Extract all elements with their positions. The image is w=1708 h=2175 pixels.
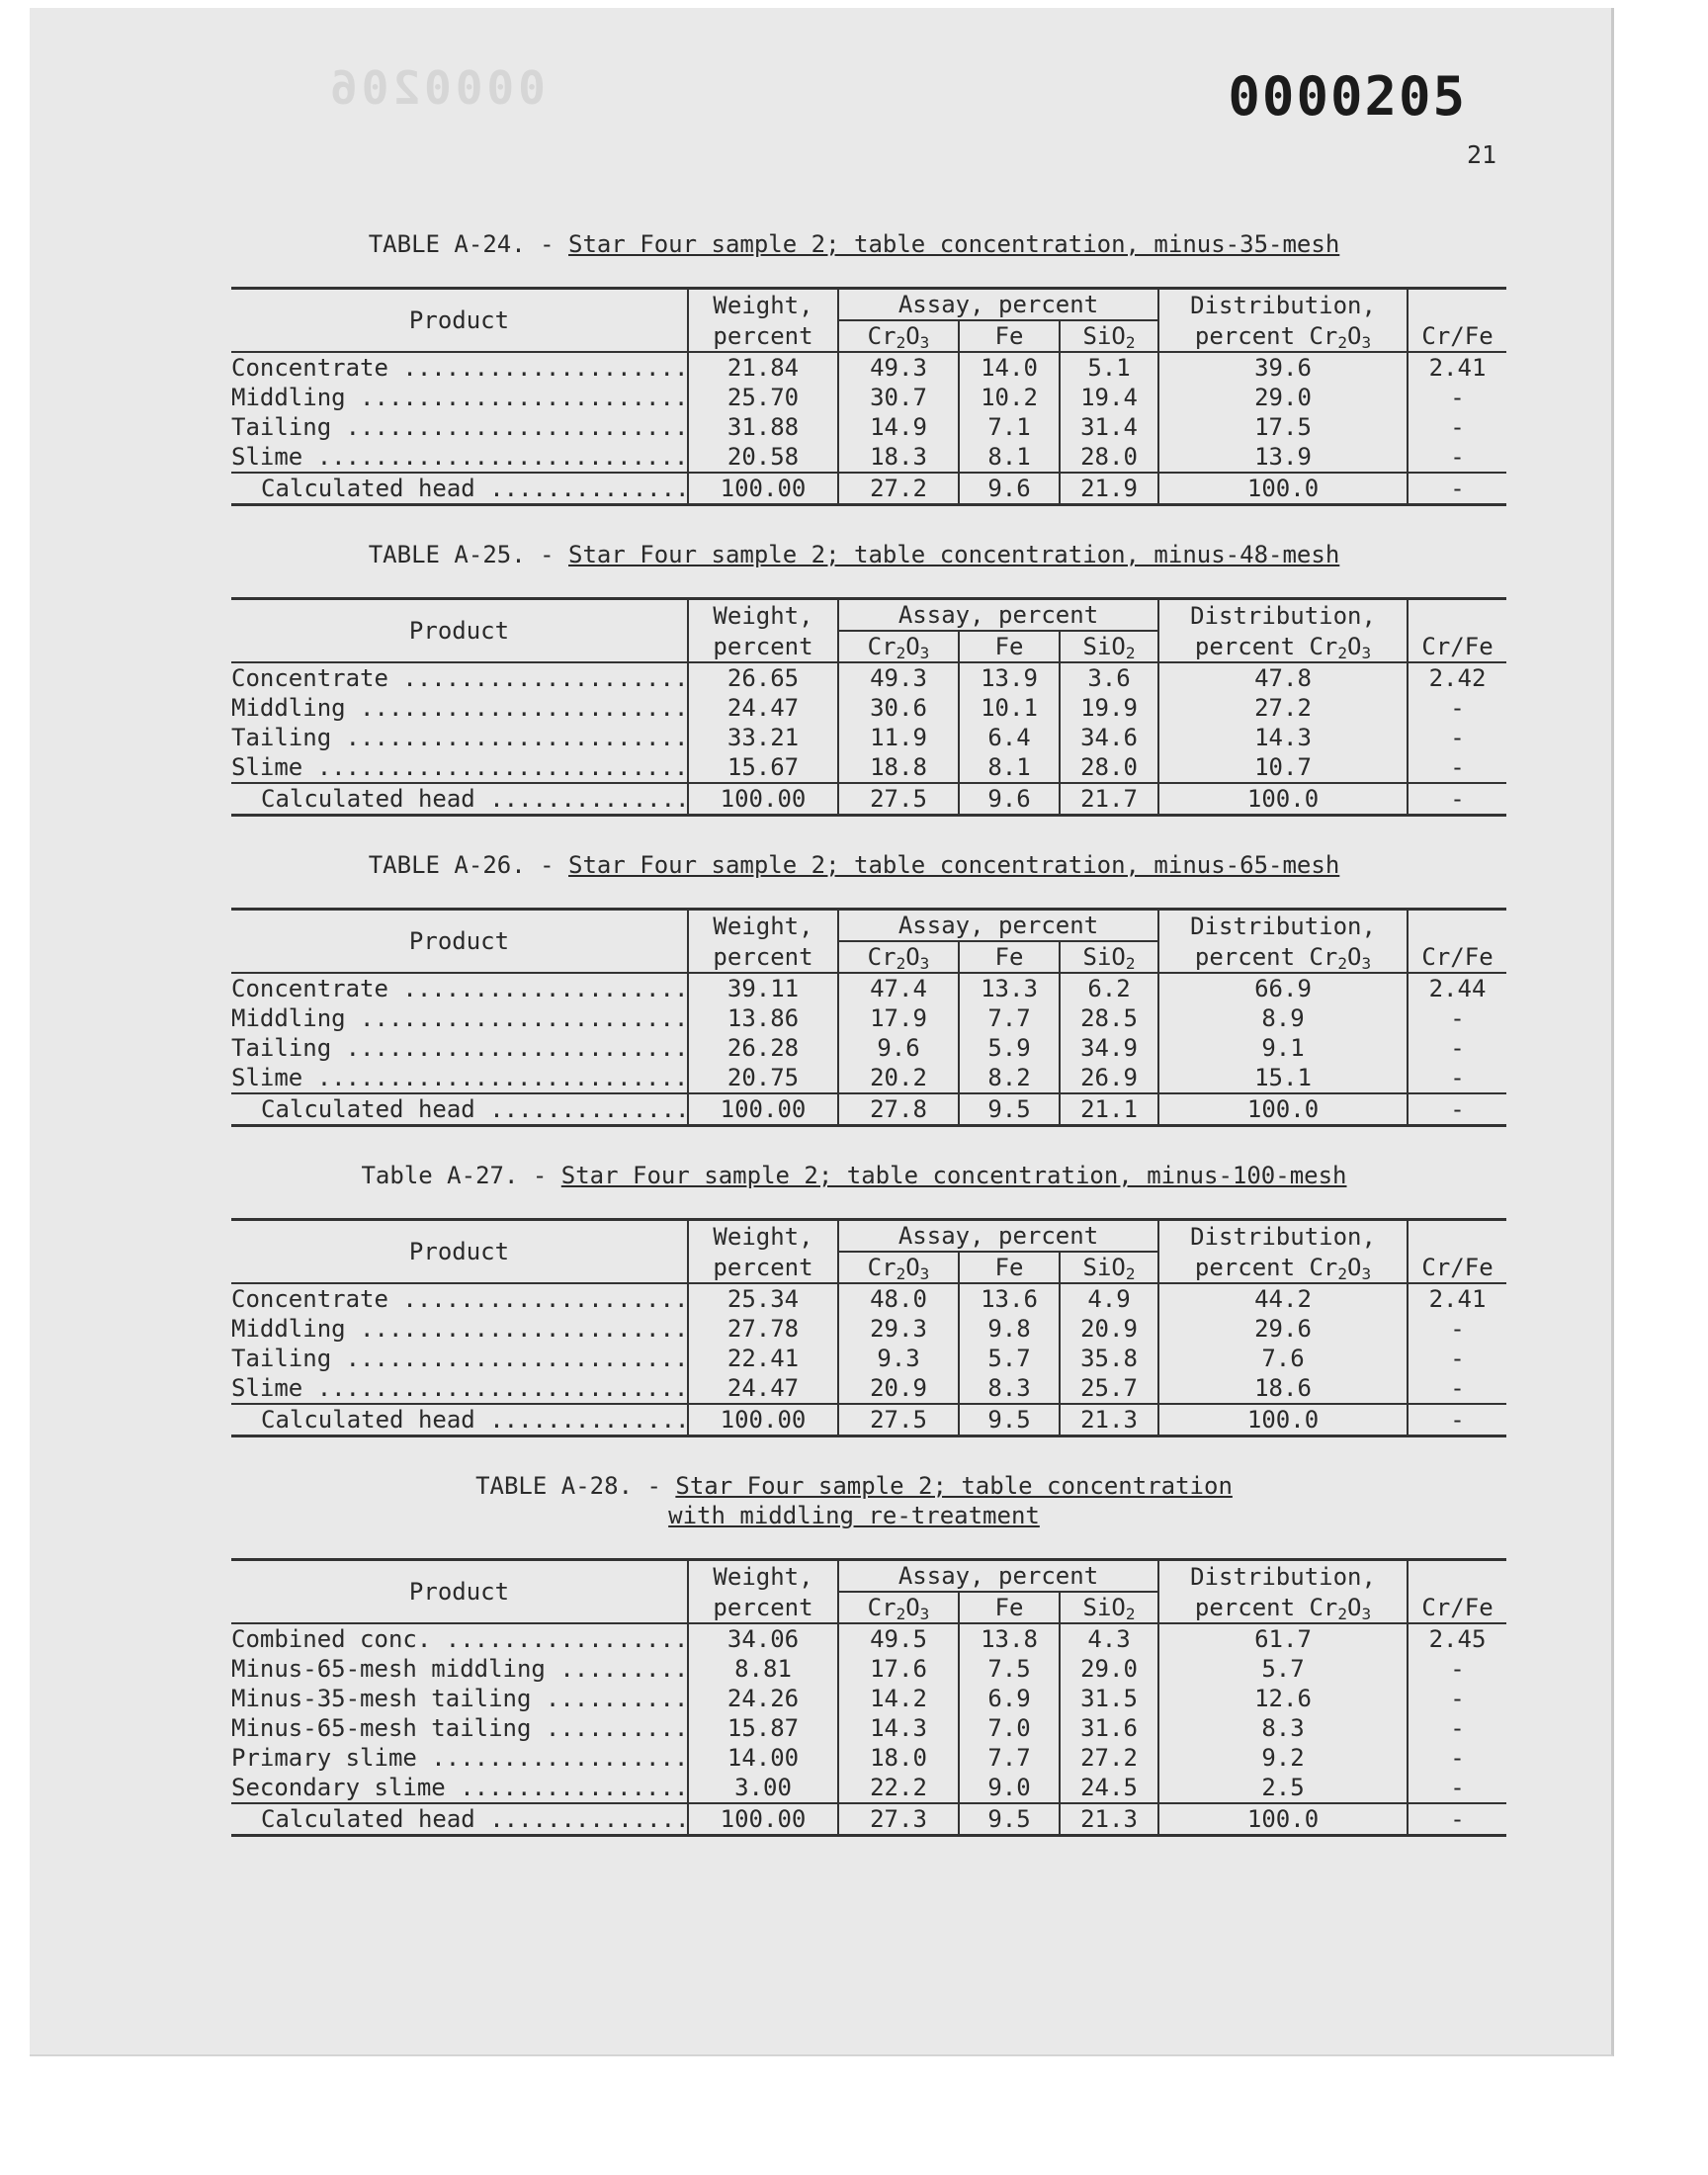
cell-value: 14.00 (688, 1743, 838, 1773)
table-caption: Star Four sample 2; table concentration, minus-35-mesh (568, 230, 1340, 258)
table-row (231, 1623, 1506, 1654)
cell-value: - (1408, 1344, 1506, 1373)
cell-value: 3.6 (1060, 662, 1158, 693)
cell-value: 100.00 (688, 1093, 838, 1126)
header-sio2: SiO$_2$ (1060, 1252, 1158, 1283)
row-label: Middling ..... (231, 383, 688, 412)
table-row (231, 1684, 1506, 1713)
document-id-stamp: 0000205 (1228, 65, 1467, 128)
header-weight: Weight, (688, 910, 838, 942)
table-caption: Star Four sample 2; table concentration, minus-100-mesh (560, 1162, 1347, 1189)
table-caption-line2: with middling re-treatment (668, 1502, 1040, 1529)
row-label: Primary slime ..... (231, 1743, 688, 1773)
cell-value: 24.5 (1060, 1773, 1158, 1803)
cell-value: 27.5 (838, 783, 959, 816)
cell-value: 21.9 (1060, 473, 1158, 505)
row-label: Slime ..... (231, 442, 688, 473)
cell-value: 8.3 (1158, 1713, 1408, 1743)
header-assay: Assay, percent (838, 910, 1158, 942)
cell-value: 14.2 (838, 1684, 959, 1713)
cell-value: 20.75 (688, 1063, 838, 1093)
cell-value: 8.9 (1158, 1003, 1408, 1033)
header-fe: Fe (959, 1592, 1060, 1623)
cell-value: 22.41 (688, 1344, 838, 1373)
cell-value: 7.7 (959, 1003, 1060, 1033)
cell-value: - (1408, 442, 1506, 473)
header-distribution-unit: percent $Cr_2O_3$ (1158, 1592, 1408, 1623)
cell-value: 9.6 (838, 1033, 959, 1063)
cell-value: 15.1 (1158, 1063, 1408, 1093)
header-weight-unit: percent (688, 1252, 838, 1283)
header-distribution: Distribution, (1158, 1560, 1408, 1593)
cell-value: - (1408, 473, 1506, 505)
header-weight: Weight, (688, 1560, 838, 1593)
cell-value: 35.8 (1060, 1344, 1158, 1373)
table-title (0, 229, 1708, 259)
table-row (231, 412, 1506, 442)
cell-value: 29.0 (1158, 383, 1408, 412)
cell-value: - (1408, 1684, 1506, 1713)
cell-value: - (1408, 1314, 1506, 1344)
table-row (231, 352, 1506, 383)
cell-value: 25.7 (1060, 1373, 1158, 1404)
table-title (0, 1161, 1708, 1190)
cell-value: - (1408, 1713, 1506, 1743)
cell-value: - (1408, 412, 1506, 442)
cell-value: 18.0 (838, 1743, 959, 1773)
cell-value: 31.5 (1060, 1684, 1158, 1713)
cell-value: 20.9 (1060, 1314, 1158, 1344)
header-cr2o3: $Cr_2O_3$ (838, 1592, 959, 1623)
cell-value: 26.9 (1060, 1063, 1158, 1093)
row-label: Secondary slime ..... (231, 1773, 688, 1803)
cell-value: 13.8 (959, 1623, 1060, 1654)
table-row (231, 1033, 1506, 1063)
header-weight-unit: percent (688, 631, 838, 662)
header-fe: Fe (959, 1252, 1060, 1283)
cell-value: 9.5 (959, 1093, 1060, 1126)
cell-value: 2.44 (1408, 973, 1506, 1003)
cell-value: - (1408, 1803, 1506, 1836)
table-row (231, 1803, 1506, 1836)
cell-value: 9.1 (1158, 1033, 1408, 1063)
data-table (231, 908, 1506, 1127)
header-weight-unit: percent (688, 1592, 838, 1623)
table-header (231, 289, 1506, 353)
cell-value: 9.5 (959, 1803, 1060, 1836)
table-row (231, 973, 1506, 1003)
cell-value: 20.2 (838, 1063, 959, 1093)
cell-value: 8.3 (959, 1373, 1060, 1404)
cell-value: 13.3 (959, 973, 1060, 1003)
data-table (231, 597, 1506, 817)
cell-value: 34.9 (1060, 1033, 1158, 1063)
data-table (231, 287, 1506, 506)
table-row (231, 1314, 1506, 1344)
cell-value: 25.34 (688, 1283, 838, 1314)
cell-value: 20.58 (688, 442, 838, 473)
cell-value: 17.9 (838, 1003, 959, 1033)
cell-value: 28.5 (1060, 1003, 1158, 1033)
cell-value: - (1408, 693, 1506, 723)
table-row (231, 1373, 1506, 1404)
header-distribution: Distribution, (1158, 599, 1408, 632)
cell-value: 2.42 (1408, 662, 1506, 693)
table-row (231, 1773, 1506, 1803)
table-label: TABLE A-25. - (368, 541, 569, 568)
cell-value: 2.45 (1408, 1623, 1506, 1654)
cell-value: 8.81 (688, 1654, 838, 1684)
cell-value: 28.0 (1060, 752, 1158, 783)
cell-value: 24.26 (688, 1684, 838, 1713)
cell-value: 49.5 (838, 1623, 959, 1654)
table-title (0, 1471, 1708, 1530)
header-sio2: SiO$_2$ (1060, 320, 1158, 352)
cell-value: 29.0 (1060, 1654, 1158, 1684)
cell-value: 3.00 (688, 1773, 838, 1803)
cell-value: - (1408, 752, 1506, 783)
cell-value: 13.6 (959, 1283, 1060, 1314)
cell-value: - (1408, 1093, 1506, 1126)
cell-value: - (1408, 1033, 1506, 1063)
header-crfe: Cr/Fe (1408, 1560, 1506, 1624)
row-label: Calculated head ..... (231, 783, 688, 816)
table-label: Table A-27. - (361, 1162, 561, 1189)
cell-value: 34.06 (688, 1623, 838, 1654)
header-sio2: SiO$_2$ (1060, 941, 1158, 973)
cell-value: 14.3 (838, 1713, 959, 1743)
cell-value: - (1408, 1373, 1506, 1404)
cell-value: 2.5 (1158, 1773, 1408, 1803)
table-label: TABLE A-24. - (368, 230, 569, 258)
cell-value: 13.86 (688, 1003, 838, 1033)
cell-value: 24.47 (688, 1373, 838, 1404)
cell-value: - (1408, 1743, 1506, 1773)
bleed-through-id: 0000206 (326, 61, 546, 115)
cell-value: 7.7 (959, 1743, 1060, 1773)
cell-value: 39.6 (1158, 352, 1408, 383)
row-label: Minus-35-mesh tailing ..... (231, 1684, 688, 1713)
row-label: Concentrate ..... (231, 662, 688, 693)
table-row (231, 1063, 1506, 1093)
cell-value: 21.3 (1060, 1803, 1158, 1836)
cell-value: 28.0 (1060, 442, 1158, 473)
row-label: Slime ..... (231, 1063, 688, 1093)
table-row (231, 1713, 1506, 1743)
cell-value: 21.3 (1060, 1404, 1158, 1436)
table-row (231, 1743, 1506, 1773)
cell-value: 21.84 (688, 352, 838, 383)
cell-value: 9.6 (959, 473, 1060, 505)
cell-value: 61.7 (1158, 1623, 1408, 1654)
row-label: Tailing ..... (231, 412, 688, 442)
header-cr2o3: $Cr_2O_3$ (838, 320, 959, 352)
header-product: Product (231, 1220, 688, 1284)
cell-value: 5.1 (1060, 352, 1158, 383)
cell-value: 21.1 (1060, 1093, 1158, 1126)
cell-value: 100.0 (1158, 783, 1408, 816)
header-crfe: Cr/Fe (1408, 910, 1506, 974)
cell-value: 100.00 (688, 783, 838, 816)
header-cr2o3: $Cr_2O_3$ (838, 941, 959, 973)
cell-value: 7.1 (959, 412, 1060, 442)
cell-value: - (1408, 383, 1506, 412)
cell-value: 8.1 (959, 442, 1060, 473)
cell-value: - (1408, 1654, 1506, 1684)
cell-value: 19.4 (1060, 383, 1158, 412)
table-row (231, 1003, 1506, 1033)
table-header (231, 599, 1506, 663)
header-crfe: Cr/Fe (1408, 289, 1506, 353)
header-assay: Assay, percent (838, 289, 1158, 321)
header-distribution-unit: percent $Cr_2O_3$ (1158, 320, 1408, 352)
row-label: Slime ..... (231, 752, 688, 783)
header-fe: Fe (959, 320, 1060, 352)
cell-value: 18.3 (838, 442, 959, 473)
header-weight: Weight, (688, 599, 838, 632)
cell-value: 8.2 (959, 1063, 1060, 1093)
table-row (231, 752, 1506, 783)
row-label: Minus-65-mesh tailing ..... (231, 1713, 688, 1743)
row-label: Combined conc. ..... (231, 1623, 688, 1654)
cell-value: 26.65 (688, 662, 838, 693)
table-row (231, 383, 1506, 412)
table-title (0, 540, 1708, 569)
cell-value: 100.0 (1158, 473, 1408, 505)
header-product: Product (231, 289, 688, 353)
header-product: Product (231, 599, 688, 663)
cell-value: 13.9 (959, 662, 1060, 693)
row-label: Tailing ..... (231, 723, 688, 752)
cell-value: 5.7 (1158, 1654, 1408, 1684)
header-fe: Fe (959, 631, 1060, 662)
cell-value: - (1408, 1003, 1506, 1033)
cell-value: 14.0 (959, 352, 1060, 383)
cell-value: 100.00 (688, 1404, 838, 1436)
cell-value: 21.7 (1060, 783, 1158, 816)
cell-value: 6.9 (959, 1684, 1060, 1713)
cell-value: 9.6 (959, 783, 1060, 816)
header-product: Product (231, 1560, 688, 1624)
row-label: Calculated head ..... (231, 1404, 688, 1436)
cell-value: 27.5 (838, 1404, 959, 1436)
table-row (231, 1404, 1506, 1436)
row-label: Middling ..... (231, 693, 688, 723)
cell-value: 20.9 (838, 1373, 959, 1404)
cell-value: 9.3 (838, 1344, 959, 1373)
cell-value: 100.0 (1158, 1404, 1408, 1436)
cell-value: 49.3 (838, 352, 959, 383)
cell-value: 27.2 (1158, 693, 1408, 723)
cell-value: 9.2 (1158, 1743, 1408, 1773)
cell-value: 6.4 (959, 723, 1060, 752)
row-label: Minus-65-mesh middling ..... (231, 1654, 688, 1684)
header-product: Product (231, 910, 688, 974)
cell-value: 29.3 (838, 1314, 959, 1344)
cell-value: 27.2 (1060, 1743, 1158, 1773)
row-label: Middling ..... (231, 1314, 688, 1344)
cell-value: 29.6 (1158, 1314, 1408, 1344)
cell-value: 31.88 (688, 412, 838, 442)
cell-value: 44.2 (1158, 1283, 1408, 1314)
row-label: Calculated head ..... (231, 473, 688, 505)
cell-value: 18.8 (838, 752, 959, 783)
table-row (231, 473, 1506, 505)
table-header (231, 1560, 1506, 1624)
cell-value: 9.0 (959, 1773, 1060, 1803)
header-sio2: SiO$_2$ (1060, 631, 1158, 662)
cell-value: 2.41 (1408, 1283, 1506, 1314)
row-label: Tailing ..... (231, 1033, 688, 1063)
cell-value: 34.6 (1060, 723, 1158, 752)
table-row (231, 662, 1506, 693)
header-fe: Fe (959, 941, 1060, 973)
cell-value: 7.6 (1158, 1344, 1408, 1373)
cell-value: 13.9 (1158, 442, 1408, 473)
cell-value: 31.4 (1060, 412, 1158, 442)
header-weight: Weight, (688, 289, 838, 321)
table-row (231, 1654, 1506, 1684)
table-row (231, 693, 1506, 723)
cell-value: 7.0 (959, 1713, 1060, 1743)
cell-value: 27.2 (838, 473, 959, 505)
table-header (231, 1220, 1506, 1284)
cell-value: 27.78 (688, 1314, 838, 1344)
header-distribution: Distribution, (1158, 1220, 1408, 1253)
cell-value: - (1408, 1404, 1506, 1436)
header-cr2o3: $Cr_2O_3$ (838, 631, 959, 662)
table-row (231, 1093, 1506, 1126)
table-caption: Star Four sample 2; table concentration, minus-65-mesh (568, 851, 1340, 879)
cell-value: 27.8 (838, 1093, 959, 1126)
cell-value: 100.00 (688, 473, 838, 505)
data-table (231, 1218, 1506, 1437)
cell-value: 100.0 (1158, 1093, 1408, 1126)
table-caption: Star Four sample 2; table concentration, minus-48-mesh (568, 541, 1340, 568)
table-row (231, 1344, 1506, 1373)
cell-value: 15.67 (688, 752, 838, 783)
cell-value: 47.4 (838, 973, 959, 1003)
cell-value: 30.6 (838, 693, 959, 723)
table-row (231, 723, 1506, 752)
row-label: Concentrate ..... (231, 973, 688, 1003)
header-crfe: Cr/Fe (1408, 599, 1506, 663)
header-distribution-unit: percent $Cr_2O_3$ (1158, 631, 1408, 662)
cell-value: 22.2 (838, 1773, 959, 1803)
row-label: Calculated head ..... (231, 1093, 688, 1126)
page-number: 21 (1467, 140, 1497, 169)
table-header (231, 910, 1506, 974)
cell-value: 14.3 (1158, 723, 1408, 752)
row-label: Middling ..... (231, 1003, 688, 1033)
header-cr2o3: $Cr_2O_3$ (838, 1252, 959, 1283)
cell-value: 5.7 (959, 1344, 1060, 1373)
cell-value: 6.2 (1060, 973, 1158, 1003)
table-row (231, 442, 1506, 473)
cell-value: - (1408, 1773, 1506, 1803)
table-row (231, 1283, 1506, 1314)
cell-value: 100.0 (1158, 1803, 1408, 1836)
cell-value: 39.11 (688, 973, 838, 1003)
cell-value: 15.87 (688, 1713, 838, 1743)
table-row (231, 783, 1506, 816)
table-label: TABLE A-28. - (475, 1472, 676, 1500)
row-label: Tailing ..... (231, 1344, 688, 1373)
cell-value: - (1408, 723, 1506, 752)
cell-value: 17.5 (1158, 412, 1408, 442)
header-distribution-unit: percent $Cr_2O_3$ (1158, 1252, 1408, 1283)
cell-value: 18.6 (1158, 1373, 1408, 1404)
header-distribution-unit: percent $Cr_2O_3$ (1158, 941, 1408, 973)
row-label: Concentrate ..... (231, 352, 688, 383)
cell-value: 100.00 (688, 1803, 838, 1836)
cell-value: 66.9 (1158, 973, 1408, 1003)
row-label: Concentrate ..... (231, 1283, 688, 1314)
cell-value: 17.6 (838, 1654, 959, 1684)
header-distribution: Distribution, (1158, 910, 1408, 942)
cell-value: - (1408, 1063, 1506, 1093)
cell-value: 5.9 (959, 1033, 1060, 1063)
table-title (0, 850, 1708, 880)
cell-value: 48.0 (838, 1283, 959, 1314)
cell-value: 12.6 (1158, 1684, 1408, 1713)
cell-value: 7.5 (959, 1654, 1060, 1684)
table-caption: Star Four sample 2; table concentration (675, 1472, 1233, 1500)
row-label: Calculated head ..... (231, 1803, 688, 1836)
header-assay: Assay, percent (838, 599, 1158, 632)
cell-value: 19.9 (1060, 693, 1158, 723)
cell-value: 2.41 (1408, 352, 1506, 383)
header-weight-unit: percent (688, 941, 838, 973)
cell-value: 24.47 (688, 693, 838, 723)
cell-value: 27.3 (838, 1803, 959, 1836)
cell-value: 10.7 (1158, 752, 1408, 783)
cell-value: 30.7 (838, 383, 959, 412)
cell-value: 4.9 (1060, 1283, 1158, 1314)
row-label: Slime ..... (231, 1373, 688, 1404)
header-crfe: Cr/Fe (1408, 1220, 1506, 1284)
cell-value: 14.9 (838, 412, 959, 442)
cell-value: 33.21 (688, 723, 838, 752)
cell-value: 8.1 (959, 752, 1060, 783)
header-distribution: Distribution, (1158, 289, 1408, 321)
cell-value: 11.9 (838, 723, 959, 752)
table-label: TABLE A-26. - (368, 851, 569, 879)
cell-value: 25.70 (688, 383, 838, 412)
header-sio2: SiO$_2$ (1060, 1592, 1158, 1623)
header-weight-unit: percent (688, 320, 838, 352)
header-weight: Weight, (688, 1220, 838, 1253)
cell-value: 31.6 (1060, 1713, 1158, 1743)
cell-value: 10.1 (959, 693, 1060, 723)
header-assay: Assay, percent (838, 1560, 1158, 1593)
cell-value: 4.3 (1060, 1623, 1158, 1654)
cell-value: 10.2 (959, 383, 1060, 412)
header-assay: Assay, percent (838, 1220, 1158, 1253)
cell-value: 47.8 (1158, 662, 1408, 693)
cell-value: 9.5 (959, 1404, 1060, 1436)
cell-value: 26.28 (688, 1033, 838, 1063)
cell-value: 9.8 (959, 1314, 1060, 1344)
cell-value: - (1408, 783, 1506, 816)
data-table (231, 1558, 1506, 1837)
cell-value: 49.3 (838, 662, 959, 693)
